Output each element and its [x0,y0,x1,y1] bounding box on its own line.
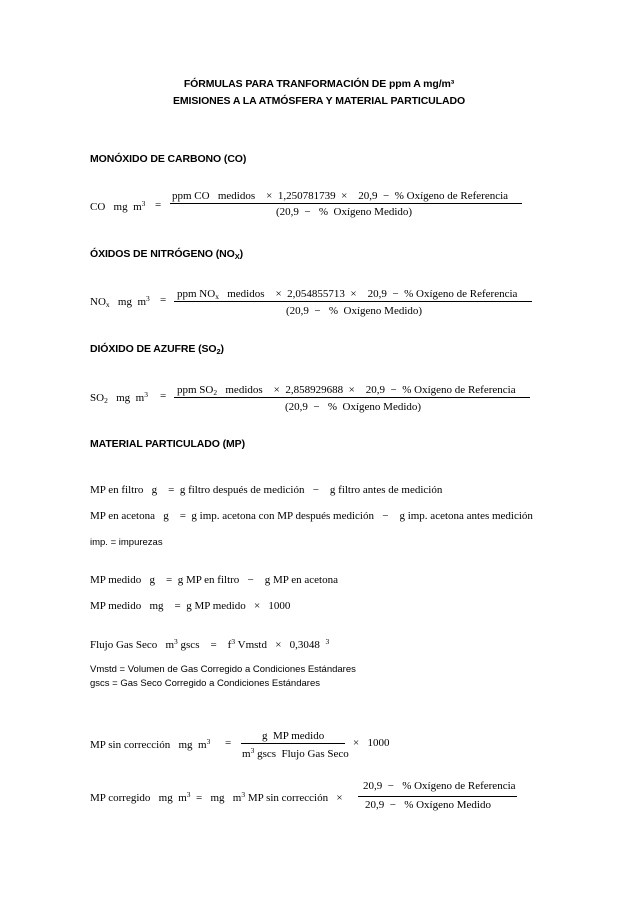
mp-uncorrected-equals: = [225,737,232,749]
mp-measured-g-formula: MP medido g = g MP en filtro − g MP en acetona [90,574,338,586]
mp-uncorrected-fraction-bar [241,743,345,744]
title-line-1: FÓRMULAS PARA TRANFORMACIÓN DE ppm A mg/m³ [183,78,455,90]
nox-heading: ÓXIDOS DE NITRÓGENO $(NO_X)$ [90,248,244,261]
so2-equals: = [160,390,167,402]
impurities-note: imp. = impurezas [90,537,163,548]
co-numerator: ppm CO medidos × 1,250781739 × 20,9 − % Oxígeno de Referencia [172,190,509,202]
nox-equals: = [160,294,167,306]
gscs-note: gscs = Gas Seco Corregido a Condiciones Estándares [90,678,320,689]
vmstd-note: Vmstd = Volumen de Gas Corregido a Condiciones Estándares [90,664,356,675]
mp-uncorrected-tail: × 1000 [353,737,390,749]
mp-heading: MATERIAL PARTICULADO (MP) [90,438,245,450]
mp-corrected-numerator: 20,9 − % Oxígeno de Referencia [363,780,516,792]
title-line-2: EMISIONES A LA ATMÓSFERA Y MATERIAL PARTICULADO [172,95,466,107]
nox-denominator: (20,9 − % Oxígeno Medido) [286,305,423,317]
co-denominator: (20,9 − % Oxígeno Medido) [276,206,413,218]
co-equals: = [155,199,162,211]
nox-formula-lhs: $NO_x$ mg $m^3$ [90,294,150,309]
co-heading: MONÓXIDO DE CARBONO (CO) [90,153,247,165]
mp-acetone-formula: MP en acetona g = g imp. acetona con MP después medición − g imp. acetona antes medición [90,510,533,522]
nox-fraction-bar [174,301,532,302]
mp-corrected-fraction-bar [358,796,517,797]
mp-uncorrected-numerator: g MP medido [262,730,325,742]
so2-denominator: (20,9 − % Oxígeno Medido) [285,401,422,413]
co-fraction-bar [170,203,522,204]
mp-corrected-lhs: MP corregido mg $m^3$ = mg $m^3$ MP sin corrección × [90,790,343,804]
dry-gas-flow-formula: Flujo Gas Seco $m^3$ gscs = $f^3$ Vmstd × 0,3048 $^3$ [90,637,330,651]
mp-uncorrected-lhs: MP sin corrección mg $m^3$ [90,737,211,751]
nox-numerator: ppm $NO_x$ medidos × 2,054855713 × 20,9 − % Oxígeno de Referencia [177,288,518,301]
so2-fraction-bar [174,397,530,398]
mp-corrected-denominator: 20,9 − % Oxígeno Medido [365,799,491,811]
so2-heading: DIÓXIDO DE AZUFRE $(SO_2)$ [90,343,224,356]
mp-filter-formula: MP en filtro g = g filtro después de medición − g filtro antes de medición [90,484,443,496]
co-formula-lhs: CO mg $m^3$ [90,199,146,213]
mp-measured-mg-formula: MP medido mg = g MP medido × 1000 [90,600,291,612]
so2-numerator: ppm $SO_2$ medidos × 2,858929688 × 20,9 − % Oxígeno de Referencia [177,384,516,397]
mp-uncorrected-denominator: $m^3$ gscs Flujo Gas Seco [242,746,349,760]
so2-formula-lhs: $SO_2$ mg $m^3$ [90,390,148,405]
